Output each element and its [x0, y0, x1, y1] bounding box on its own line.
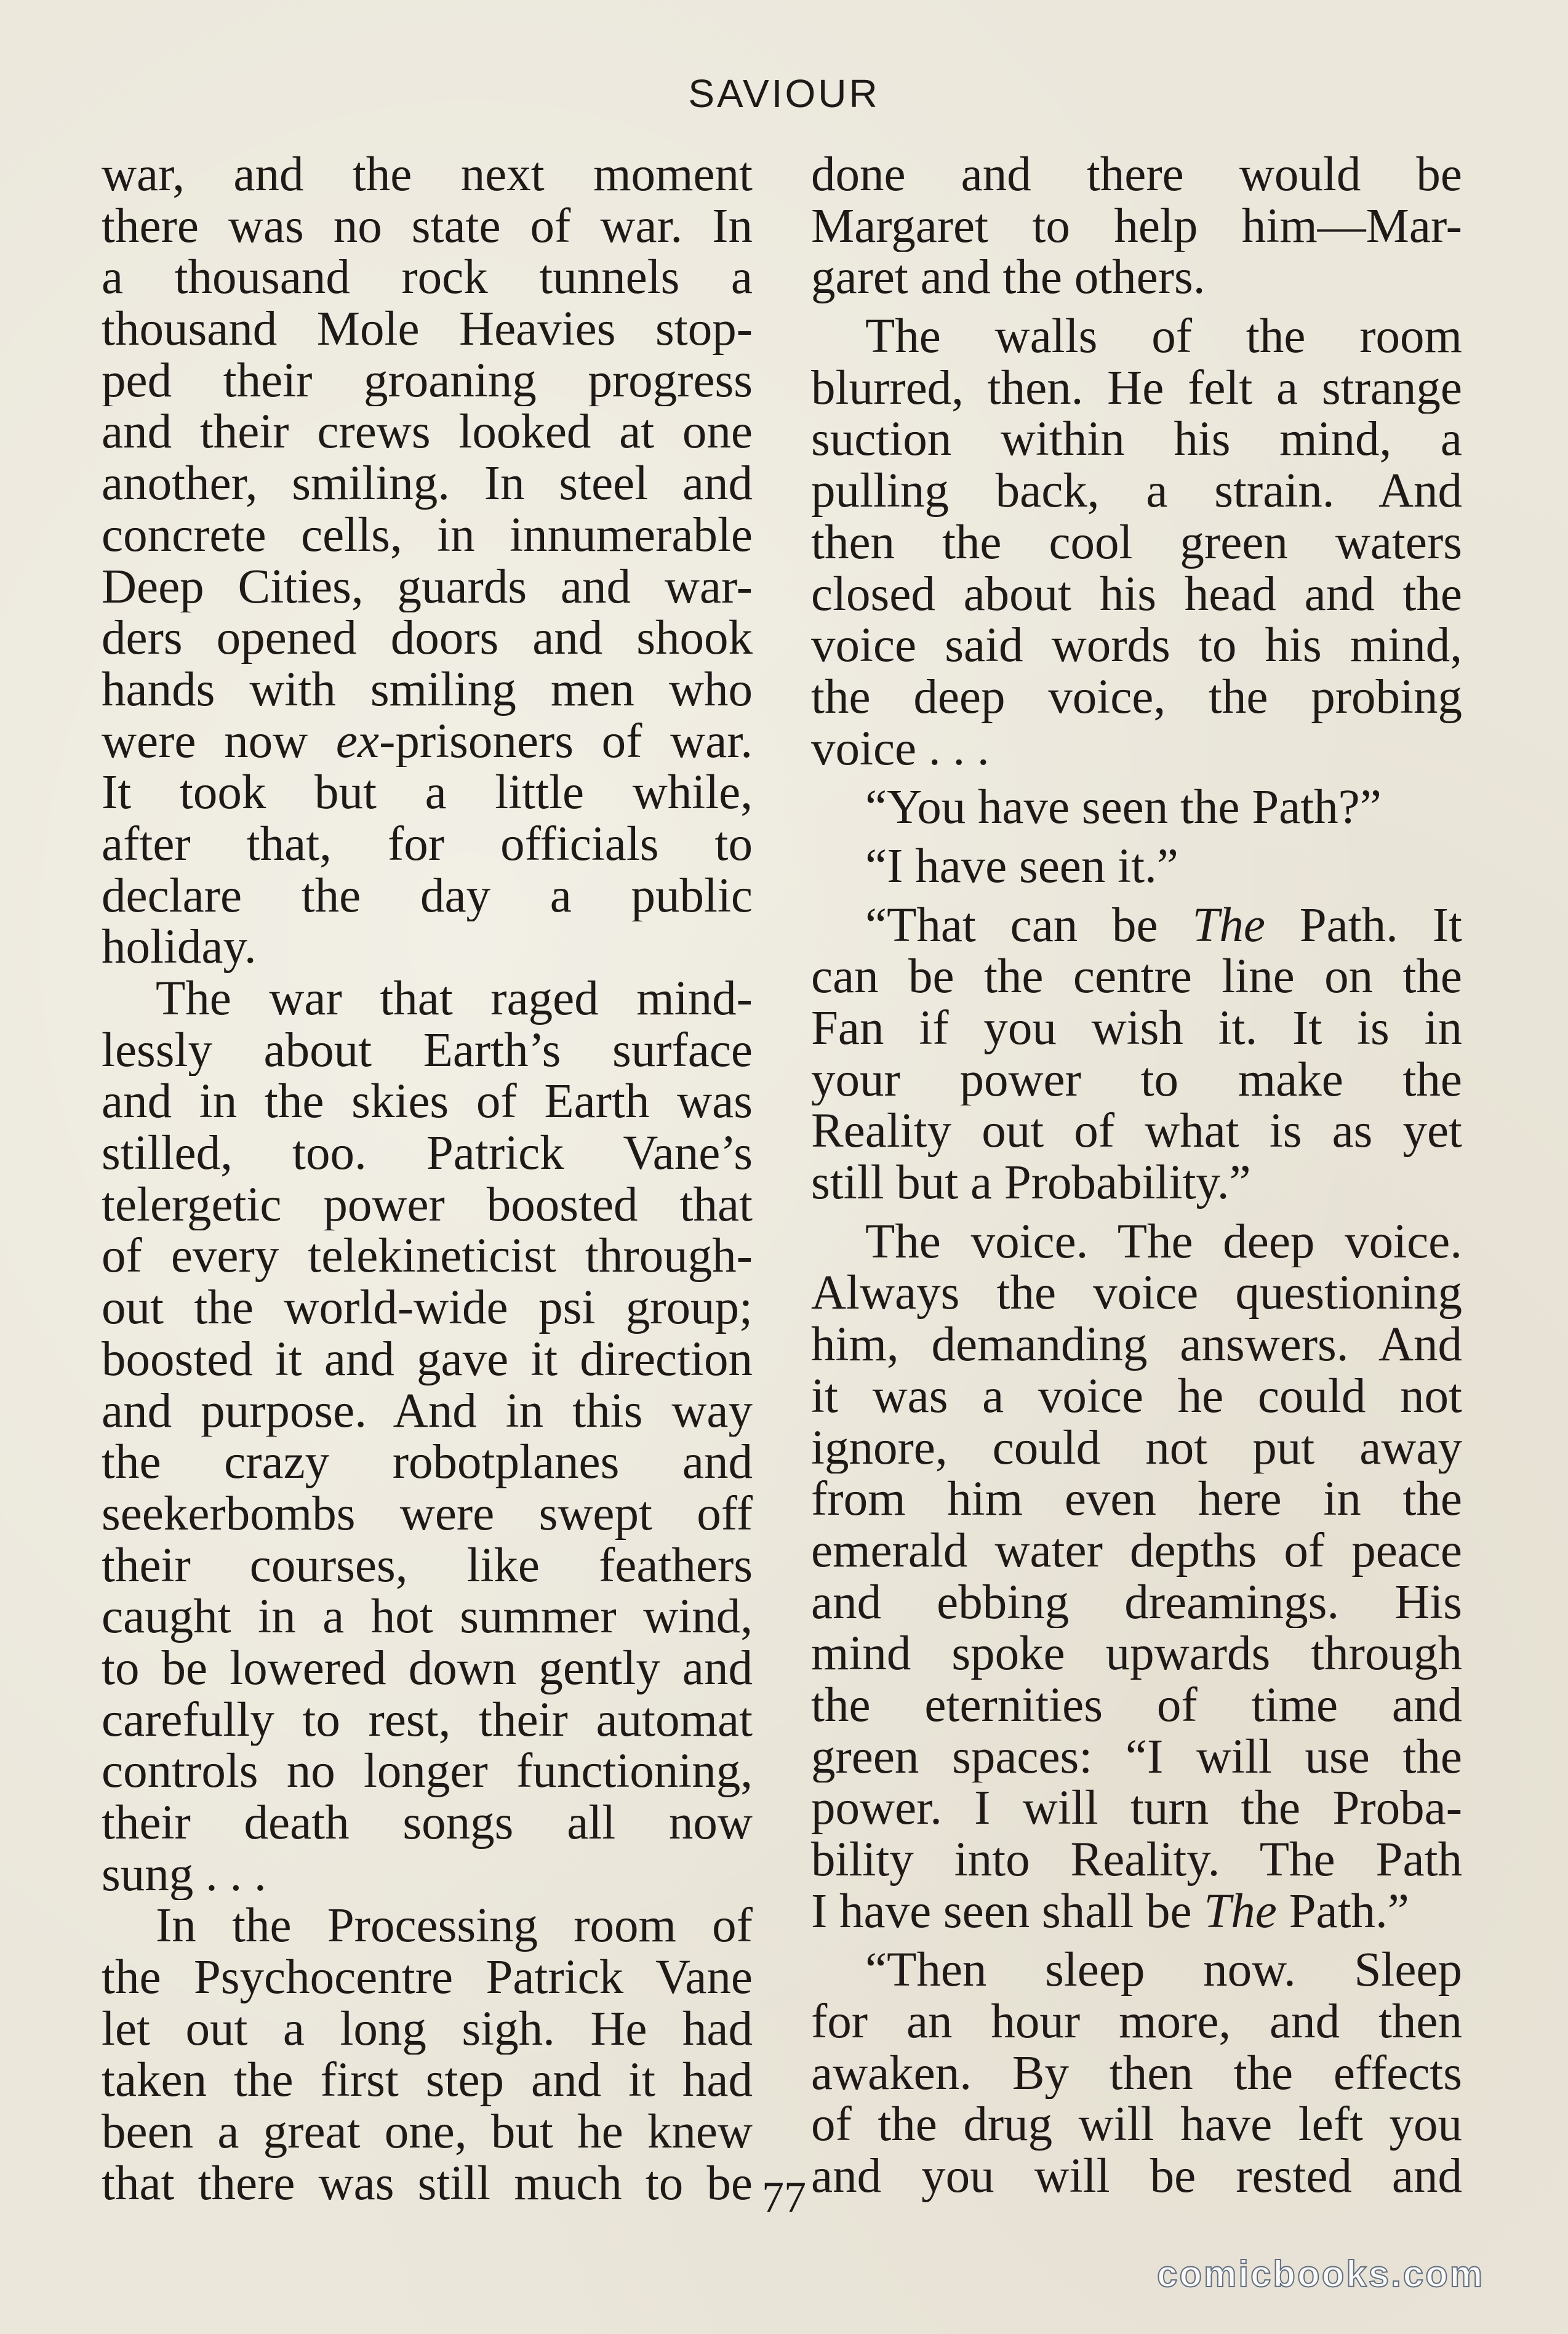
text-line: voice . . . [811, 723, 990, 775]
text-line: The war that raged mind- [156, 973, 753, 1025]
text-line: there was no state of war. In [102, 200, 753, 252]
text-line: bility into Reality. The Path [811, 1834, 1462, 1886]
text-line: a thousand rock tunnels a [102, 252, 753, 304]
text-line: mind spoke upwards through [811, 1628, 1462, 1680]
text-line: for an hour more, and then [811, 1996, 1462, 2048]
text-line: from him even here in the [811, 1474, 1462, 1525]
text-line: concrete cells, in innumerable [102, 509, 753, 561]
text-line: the crazy robotplanes and [102, 1437, 753, 1488]
text-line: another, smiling. In steel and [102, 458, 753, 510]
text-line: emerald water depths of peace [811, 1525, 1462, 1577]
text-line: stilled, too. Patrick Vane’s [102, 1128, 753, 1179]
text-line: sung . . . [102, 1848, 266, 1901]
running-head: SAVIOUR [688, 71, 880, 116]
text-line: lessly about Earth’s surface [102, 1024, 753, 1077]
text-line: thousand Mole Heavies stop- [102, 303, 753, 355]
text-line: out the world-wide psi group; [102, 1282, 753, 1334]
right-text-column [811, 149, 1462, 2202]
text-line: blurred, then. He felt a strange [811, 362, 1462, 414]
text-line: “That can be The Path. It [865, 899, 1462, 952]
text-line: It took but a little while, [102, 767, 753, 819]
text-line: were now ex-prisoners of war. [102, 715, 753, 768]
text-line: I have seen shall be The Path.” [811, 1885, 1409, 1938]
text-line: to be lowered down gently and [102, 1642, 753, 1694]
text-line: their death songs all now [102, 1797, 753, 1849]
text-line: been a great one, but he knew [102, 2106, 753, 2158]
paragraph-gap [811, 892, 1462, 900]
text-line: Deep Cities, guards and war- [102, 561, 753, 613]
text-line: suction within his mind, a [811, 414, 1462, 466]
left-text-column [102, 149, 753, 2210]
text-line: ignore, could not put away [811, 1422, 1462, 1474]
paragraph-gap [811, 833, 1462, 841]
text-line: Reality out of what is as yet [811, 1105, 1462, 1158]
watermark-text: comicbooks.com [1157, 2253, 1485, 2295]
text-line: the deep voice, the probing [811, 671, 1462, 723]
text-line: your power to make the [811, 1054, 1462, 1106]
text-line: that there was still much to be [102, 2157, 753, 2210]
text-line: still but a Probability.” [811, 1157, 1251, 1209]
text-line: pulling back, a strain. And [811, 465, 1462, 517]
text-line: then the cool green waters [811, 516, 1462, 569]
text-line: it was a voice he could not [811, 1370, 1462, 1422]
text-line: voice said words to his mind, [811, 620, 1462, 672]
text-line: The voice. The deep voice. [865, 1216, 1462, 1268]
text-line: the Psychocentre Patrick Vane [102, 1952, 753, 2003]
text-line: “Then sleep now. Sleep [865, 1944, 1462, 1997]
text-line: and ebbing dreamings. His [811, 1576, 1462, 1629]
text-line: and you will be rested and [811, 2151, 1462, 2202]
text-line: boosted it and gave it direction [102, 1333, 753, 1386]
text-line: power. I will turn the Proba- [811, 1783, 1462, 1834]
text-line: done and there would be [811, 149, 1462, 201]
paragraph-gap [811, 774, 1462, 782]
text-line: carefully to rest, their automat [102, 1694, 753, 1746]
text-line: The walls of the room [865, 311, 1462, 363]
paragraph-gap [811, 1209, 1462, 1216]
text-line: of the drug will have left you [811, 2099, 1462, 2151]
text-line: and their crews looked at one [102, 406, 753, 459]
text-line: seekerbombs were swept off [102, 1488, 753, 1540]
text-line: the eternities of time and [811, 1679, 1462, 1731]
paragraph-gap [811, 1937, 1462, 1944]
text-line: green spaces: “I will use the [811, 1731, 1462, 1783]
text-line: declare the day a public [102, 870, 753, 922]
text-line: him, demanding answers. And [811, 1319, 1462, 1371]
text-line: war, and the next moment [102, 149, 753, 201]
text-line: and purpose. And in this way [102, 1385, 753, 1437]
text-line: of every telekineticist through- [102, 1230, 753, 1283]
text-line: can be the centre line on the [811, 951, 1462, 1003]
text-line: let out a long sigh. He had [102, 2003, 753, 2055]
text-line: In the Processing room of [156, 1900, 753, 1952]
text-line: “I have seen it.” [865, 840, 1178, 892]
text-line: ders opened doors and shook [102, 612, 753, 664]
text-line: taken the first step and it had [102, 2055, 753, 2107]
text-line: their courses, like feathers [102, 1539, 753, 1592]
text-line: and in the skies of Earth was [102, 1076, 753, 1128]
text-line: Fan if you wish it. It is in [811, 1003, 1462, 1054]
text-line: telergetic power boosted that [102, 1179, 753, 1231]
text-line: controls no longer functioning, [102, 1746, 753, 1797]
text-line: hands with smiling men who [102, 664, 753, 716]
text-line: holiday. [102, 921, 257, 973]
text-line: closed about his head and the [811, 568, 1462, 620]
text-line: awaken. By then the effects [811, 2047, 1462, 2099]
text-line: Always the voice questioning [811, 1267, 1462, 1320]
text-line: Margaret to help him—Mar- [811, 200, 1462, 252]
text-line: after that, for officials to [102, 818, 753, 870]
text-line: garet and the others. [811, 252, 1206, 304]
text-line: “You have seen the Path?” [865, 782, 1382, 833]
text-line: ped their groaning progress [102, 355, 753, 407]
paragraph-gap [811, 303, 1462, 311]
text-line: caught in a hot summer wind, [102, 1591, 753, 1643]
page-number: 77 [762, 2173, 806, 2222]
